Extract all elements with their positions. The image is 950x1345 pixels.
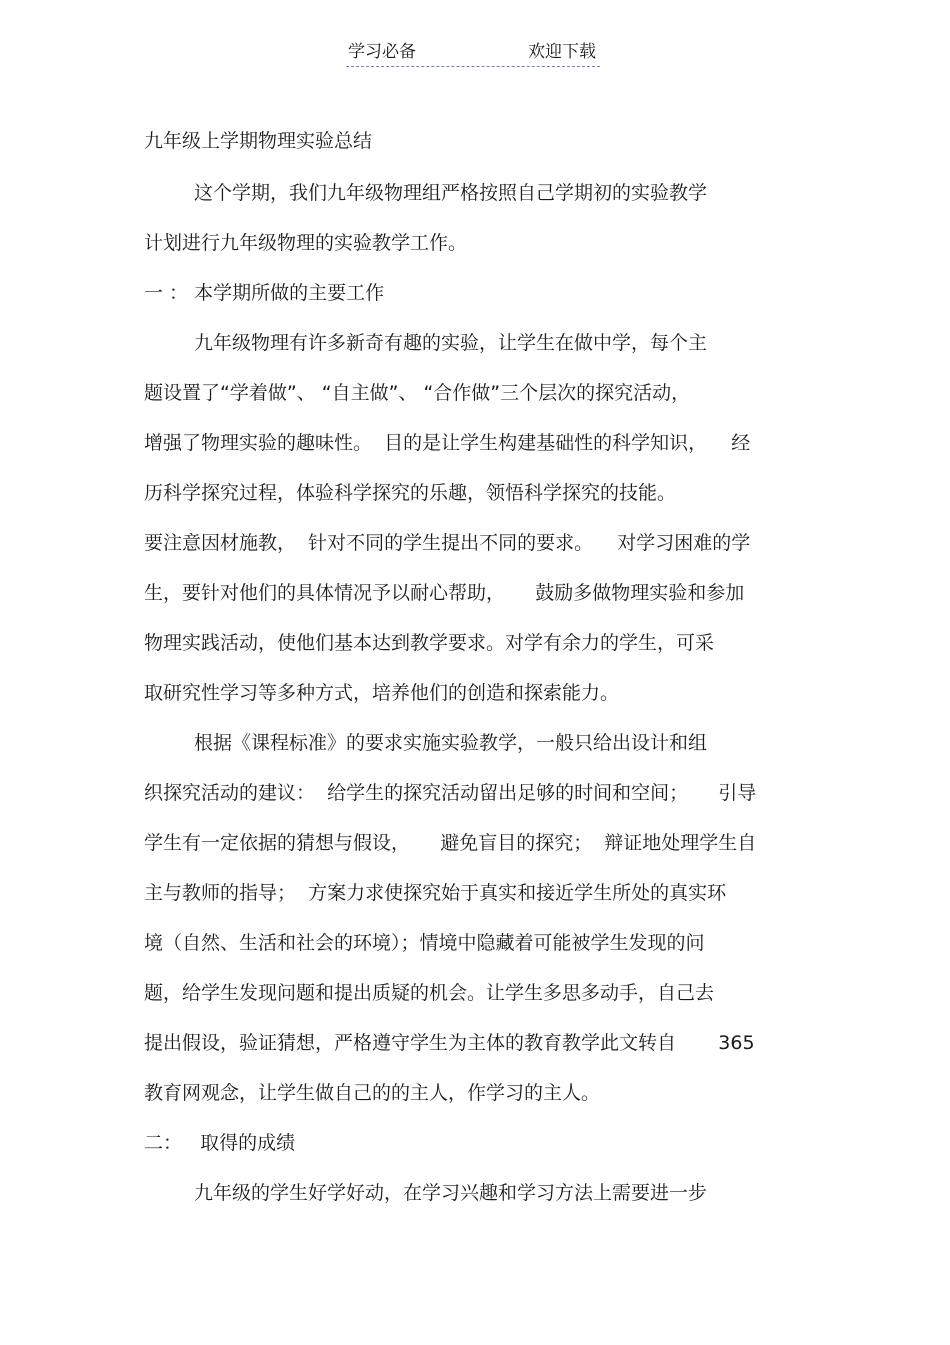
paragraph-line: 学生有一定依据的猜想与假设， 避免盲目的探究； 辩证地处理学生自 <box>144 832 757 854</box>
paragraph-line: 这个学期，我们九年级物理组严格按照自己学期初的实验教学 <box>194 182 708 204</box>
section-heading: 一 ： 本学期所做的主要工作 <box>144 282 385 304</box>
header-left-text: 学习必备 <box>348 42 416 62</box>
paragraph-line: 提出假设，验证猜想，严格遵守学生为主体的教育教学此文转自 365 <box>144 1032 755 1054</box>
paragraph-line: 九年级物理有许多新奇有趣的实验，让学生在做中学，每个主 <box>194 332 708 354</box>
paragraph-line: 物理实践活动，使他们基本达到教学要求。对学有余力的学生，可采 <box>144 632 715 654</box>
paragraph-line: 生，要针对他们的具体情况予以耐心帮助， 鼓励多做物理实验和参加 <box>144 582 745 604</box>
paragraph-line: 题设置了“学着做”、 “自主做”、 “合作做”三个层次的探究活动， <box>144 382 691 404</box>
paragraph-line: 境（自然、生活和社会的环境）；情境中隐藏着可能被学生发现的问 <box>144 932 705 954</box>
paragraph-line: 根据《课程标准》的要求实施实验教学，一般只给出设计和组 <box>194 732 708 754</box>
paragraph-line: 取研究性学习等多种方式，培养他们的创造和探索能力。 <box>144 682 620 704</box>
paragraph-line: 增强了物理实验的趣味性。 目的是让学生构建基础性的科学知识， 经 <box>144 432 751 454</box>
paragraph-line: 题，给学生发现问题和提出质疑的机会。让学生多思多动手，自己去 <box>144 982 715 1004</box>
paragraph-line: 织探究活动的建议： 给学生的探究活动留出足够的时间和空间； 引导 <box>144 782 757 804</box>
paragraph-line: 要注意因材施教， 针对不同的学生提出不同的要求。 对学习困难的学 <box>144 532 751 554</box>
section-heading: 二： 取得的成绩 <box>144 1132 296 1154</box>
paragraph-line: 主与教师的指导； 方案力求使探究始于真实和接近学生所处的真实环 <box>144 882 727 904</box>
paragraph-line: 计划进行九年级物理的实验教学工作。 <box>144 232 468 254</box>
paragraph-line: 历科学探究过程，体验科学探究的乐趣，领悟科学探究的技能。 <box>144 482 677 504</box>
paragraph-line: 教育网观念，让学生做自己的的主人，作学习的主人。 <box>144 1082 601 1104</box>
document-title: 九年级上学期物理实验总结 <box>144 130 373 152</box>
paragraph-line: 九年级的学生好学好动，在学习兴趣和学习方法上需要进一步 <box>194 1182 708 1204</box>
header-right-text: 欢迎下载 <box>528 42 596 62</box>
page-header <box>346 40 600 67</box>
